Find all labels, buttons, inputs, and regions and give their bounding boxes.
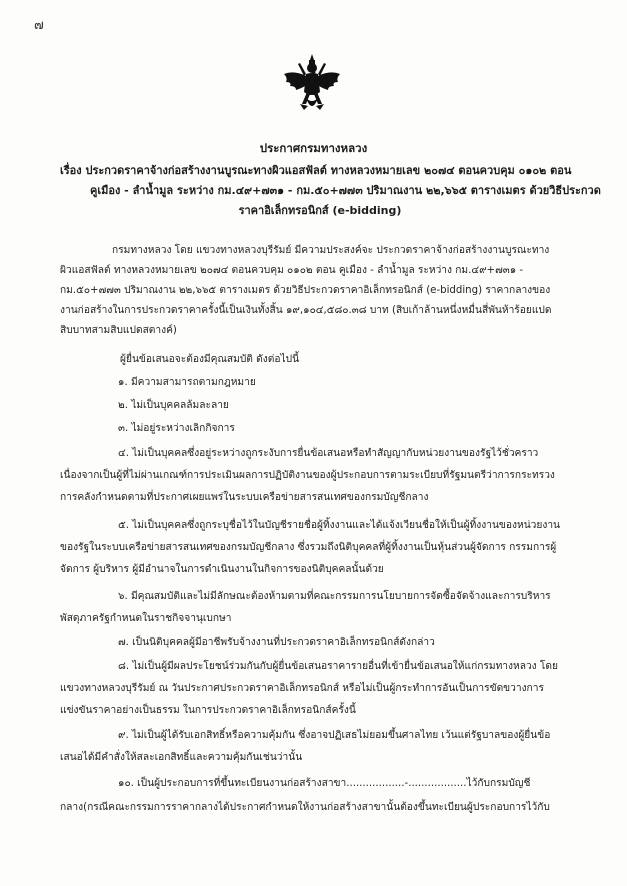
qualification-intro: ผู้ยื่นข้อเสนอจะต้องมีคุณสมบัติ ดังต่อไปนี้ — [120, 354, 300, 365]
garuda-emblem-icon — [282, 52, 342, 118]
intro-line: งานก่อสร้างในการประกวดราคาครั้งนี้เป็นเงินทั้งสิ้น ๑๙,๑๐๔,๕๘๐.๓๘ บาท (สิบเก้าล้านหนึ่งหมื่นสี่พันห้าร้อยแปด — [60, 305, 552, 316]
qualification-item-6: ๖. มีคุณสมบัติและไม่มีลักษณะต้องห้ามตามที่คณะกรรมการนโยบายการจัดซื้อจัดจ้างและการบริหาร — [118, 591, 551, 602]
qualification-item-10: ๑๐. เป็นผู้ประกอบการที่ขึ้นทะเบียนงานก่อสร้างสาขา..................-..................ไว้กับกรมบัญชี — [118, 778, 531, 789]
qualification-item-4: เนื่องจากเป็นผู้ที่ไม่ผ่านเกณฑ์การประเมินผลการปฏิบัติงานของผู้ประกอบการตามระเบียบที่รัฐมนตรีว่าการกระทรวง — [60, 470, 555, 481]
qualification-item-5: ๕. ไม่เป็นบุคคลซึ่งถูกระบุชื่อไว้ในบัญชีรายชื่อผู้ทิ้งงานและได้แจ้งเวียนชื่อให้เป็นผู้ทิ้งงานของหน่วยงาน — [118, 520, 561, 531]
qualification-item-8: ๘. ไม่เป็นผู้มีผลประโยชน์ร่วมกันกับผู้ยื่นข้อเสนอราคารายอื่นที่เข้ายื่นข้อเสนอให้แก่กรมทางหลวง โดย — [118, 661, 558, 672]
qualification-item-9: ๙. ไม่เป็นผู้ได้รับเอกสิทธิ์หรือความคุ้มกัน ซึ่งอาจปฏิเสธไม่ยอมขึ้นศาลไทย เว้นแต่รัฐบาลของผู้ยื่นข้อ — [118, 730, 551, 741]
qualification-item-5: ของรัฐในระบบเครือข่ายสารสนเทศของกรมบัญชีกลาง ซึ่งรวมถึงนิติบุคคลที่ผู้ทิ้งงานเป็นหุ้นส่วนผู้จัดการ กรรมการผู้ — [60, 542, 557, 553]
qualification-item-10: กลาง(กรณีคณะกรรมการราคากลางได้ประกาศกำหนดให้งานก่อสร้างสาขานั้นต้องขึ้นทะเบียนผู้ประกอบการไว้กับ — [60, 802, 550, 813]
intro-line: กรมทางหลวง โดย แขวงทางหลวงบุรีรัมย์ มีความประสงค์จะ ประกวดราคาจ้างก่อสร้างงานบูรณะทาง — [112, 245, 550, 256]
subject-line-1: เรื่อง ประกวดราคาจ้างก่อสร้างงานบูรณะทางผิวแอสฟัลต์ ทางหลวงหมายเลข ๒๐๗๔ ตอนควบคุม ๐๑๐๒ ตอน — [60, 164, 572, 177]
intro-line: กม.๕๐+๗๗๓ ปริมาณงาน ๒๒,๖๖๕ ตารางเมตร ด้วยวิธีประกวดราคาอิเล็กทรอนิกส์ (e-bidding) ราคากลางของ — [60, 285, 551, 296]
qualification-item-4: ๔. ไม่เป็นบุคคลซึ่งอยู่ระหว่างถูกระงับการยื่นข้อเสนอหรือทำสัญญากับหน่วยงานของรัฐไว้ชั่วคราว — [118, 448, 539, 459]
qualification-item: ๒. ไม่เป็นบุคคลล้มละลาย — [118, 400, 229, 411]
subject-line-3: ราคาอิเล็กทรอนิกส์ (e-bidding) — [238, 204, 402, 217]
qualification-item-6: พัสดุภาครัฐกำหนดในราชกิจจานุเบกษา — [60, 613, 232, 624]
intro-line: ผิวแอสฟัลต์ ทางหลวงหมายเลข ๒๐๗๔ ตอนควบคุม ๐๑๐๒ ตอน คูเมือง - ลำน้ำมูล ระหว่าง กม.๔๙+๗๓๑ - — [60, 265, 524, 276]
subject-line-2: คูเมือง - ลำน้ำมูล ระหว่าง กม.๔๙+๗๓๑ - กม.๕๐+๗๗๓ ปริมาณงาน ๒๒,๖๖๕ ตารางเมตร ด้วยวิธีประกวด — [90, 184, 601, 197]
announcement-title: ประกาศกรมทางหลวง — [259, 141, 368, 155]
qualification-item-5: จัดการ ผู้บริหาร ผู้มีอำนาจในการดำเนินงานในกิจการของนิติบุคคลนั้นด้วย — [60, 564, 384, 575]
qualification-item: ๑. มีความสามารถตามกฎหมาย — [118, 377, 256, 388]
qualification-item-4: การคลังกำหนดตามที่ประกาศเผยแพร่ในระบบเครือข่ายสารสนเทศของกรมบัญชีกลาง — [60, 492, 429, 503]
qualification-item-8: แขวงทางหลวงบุรีรัมย์ ณ วันประกาศประกวดราคาอิเล็กทรอนิกส์ หรือไม่เป็นผู้กระทำการอันเป็นการขัดขวางการ — [60, 683, 544, 694]
qualification-item-9: เสนอได้มีคำสั่งให้สละเอกสิทธิ์และความคุ้มกันเช่นว่านั้น — [60, 752, 303, 763]
qualification-item-8: แข่งขันราคาอย่างเป็นธรรม ในการประกวดราคาอิเล็กทรอนิกส์ครั้งนี้ — [60, 705, 356, 716]
intro-line: สิบบาทสามสิบแปดสตางค์) — [60, 325, 177, 336]
qualification-item-7: ๗. เป็นนิติบุคคลผู้มีอาชีพรับจ้างงานที่ประกวดราคาอิเล็กทรอนิกส์ดังกล่าว — [118, 637, 435, 648]
qualification-item: ๓. ไม่อยู่ระหว่างเลิกกิจการ — [118, 423, 235, 434]
page-number: ๗ — [34, 18, 44, 33]
